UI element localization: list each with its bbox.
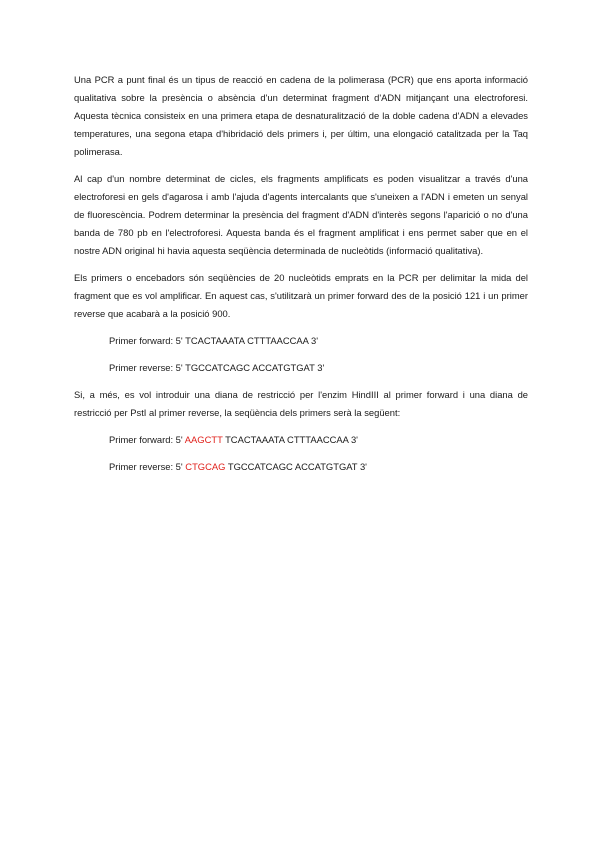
hindiii-site-sequence: AAGCTT [184,434,223,445]
paragraph-pcr-intro: Una PCR a punt final és un tipus de reacció en cadena de la polimerasa (PCR) que ens aporta informació qualitativa sobre la presència o absència d'un determinat fragment d'ADN mitjançant una electroforesi. Aquesta tècnica consisteix en una primera etapa de desnaturalització de la doble cadena d'ADN a elevades temperatures, una segona etapa d'hibridació dels primers i, per últim, una elongació catalitzada per la Taq polimerasa. [74,74,528,157]
primer-reverse-site-line [74,458,528,476]
primer-forward-site-line [74,431,528,449]
document-body [74,71,528,485]
primer-reverse-line [74,359,528,377]
primer-forward-sequence: TCACTAAATA CTTTAACCAA 3' [185,335,319,346]
paragraph-primers: Els primers o encebadors són seqüències de 20 nucleòtids emprats en la PCR per delimitar la mida del fragment que es vol amplificar. En aquest cas, s'utilitzarà un primer forward des de la posició 121 i un primer reverse que acabarà a la posició 900. [74,272,528,319]
primer-reverse-sequence: TGCCATCAGC ACCATGTGAT 3' [185,362,325,373]
primer-forward-site-sequence: TCACTAAATA CTTTAACCAA 3' [225,434,358,445]
primer-forward-site-label: Primer forward: 5' [109,434,183,445]
paragraph-electrophoresis: Al cap d'un nombre determinat de cicles, els fragments amplificats es poden visualitzar a través d'una electroforesi en gels d'agarosa i amb l'ajuda d'agents intercalants que s'uneixen a l'ADN i emeten un senyal de fluorescència. Podrem determinar la presència del fragment d'ADN d'interès segons l'aparició o no d'una banda de 780 pb en l'electroforesi. Aquesta banda és el fragment amplificat i ens permet saber que en el nostre ADN original hi havia aquesta seqüència determinada de nucleòtids (informació qualitativa). [74,173,528,256]
primer-reverse-site-label: Primer reverse: 5' [109,461,183,472]
paragraph-restriction-sites: Si, a més, es vol introduir una diana de restricció per l'enzim HindIII al primer forward i una diana de restricció per PstI al primer reverse, la seqüència dels primers serà la següent: [74,389,528,418]
psti-site-sequence: CTGCAG [185,461,226,472]
primer-forward-line [74,332,528,350]
primer-reverse-site-sequence: TGCCATCAGC ACCATGTGAT 3' [227,461,367,472]
primer-forward-label: Primer forward: 5' [109,335,183,346]
primer-reverse-label: Primer reverse: 5' [109,362,183,373]
